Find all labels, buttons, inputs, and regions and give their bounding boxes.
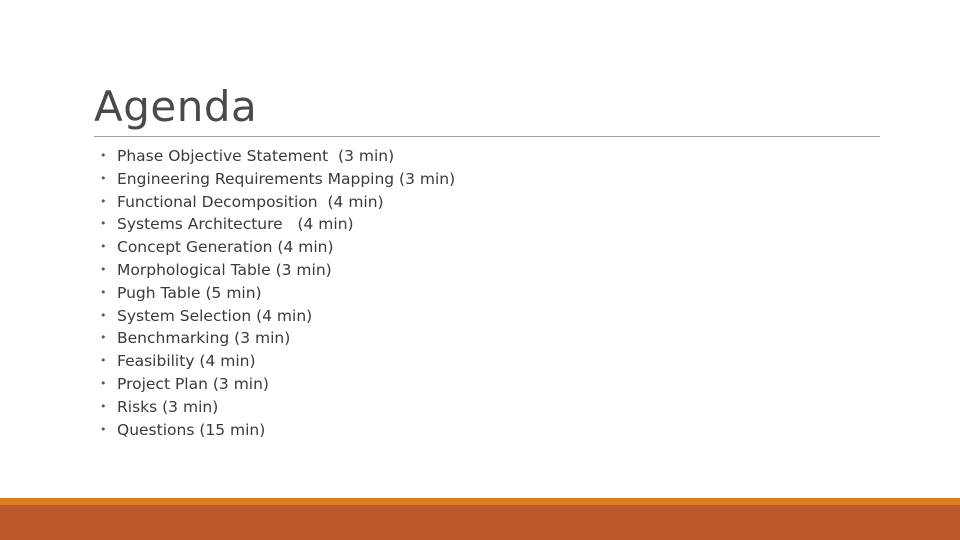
agenda-item-label: Engineering Requirements Mapping (3 min) xyxy=(117,169,456,188)
bullet-icon: • xyxy=(100,262,107,276)
list-item xyxy=(100,305,455,328)
bullet-icon: • xyxy=(100,217,107,231)
bullet-icon: • xyxy=(100,194,107,208)
agenda-item-label: System Selection (4 min) xyxy=(117,306,313,325)
agenda-item-label: Pugh Table (5 min) xyxy=(117,283,262,302)
bullet-icon: • xyxy=(100,149,107,162)
agenda-item-label: Risks (3 min) xyxy=(117,397,219,416)
agenda-item-label: Systems Architecture (4 min) xyxy=(117,215,354,234)
bullet-icon: • xyxy=(100,354,107,368)
bullet-icon: • xyxy=(100,285,107,299)
footer-band-highlight xyxy=(0,498,960,505)
agenda-item-label: Morphological Table (3 min) xyxy=(117,260,332,279)
bullet-icon: • xyxy=(100,399,107,413)
list-item xyxy=(100,213,455,236)
bullet-icon: • xyxy=(100,308,107,322)
agenda-item-label: Concept Generation (4 min) xyxy=(117,238,334,257)
agenda-item-label: Phase Objective Statement (3 min) xyxy=(117,147,395,165)
agenda-item-label: Project Plan (3 min) xyxy=(117,374,269,393)
list-item xyxy=(100,282,455,305)
agenda-item-label: Functional Decomposition (4 min) xyxy=(117,192,384,211)
title-divider xyxy=(94,136,880,137)
list-item xyxy=(100,327,455,350)
list-item xyxy=(100,419,455,442)
list-item xyxy=(100,350,455,373)
list-item xyxy=(100,236,455,259)
list-item xyxy=(100,373,455,396)
bullet-icon: • xyxy=(100,376,107,390)
bullet-icon: • xyxy=(100,331,107,345)
agenda-list xyxy=(100,145,455,441)
list-item xyxy=(100,259,455,282)
agenda-item-label: Questions (15 min) xyxy=(117,420,266,439)
list-item xyxy=(100,145,455,168)
bullet-icon: • xyxy=(100,171,107,185)
list-item xyxy=(100,191,455,214)
agenda-item-label: Feasibility (4 min) xyxy=(117,352,256,371)
list-item xyxy=(100,396,455,419)
agenda-item-label: Benchmarking (3 min) xyxy=(117,329,291,348)
slide-title: Agenda xyxy=(94,82,258,131)
list-item xyxy=(100,168,455,191)
bullet-icon: • xyxy=(100,422,107,436)
bullet-icon: • xyxy=(100,240,107,254)
